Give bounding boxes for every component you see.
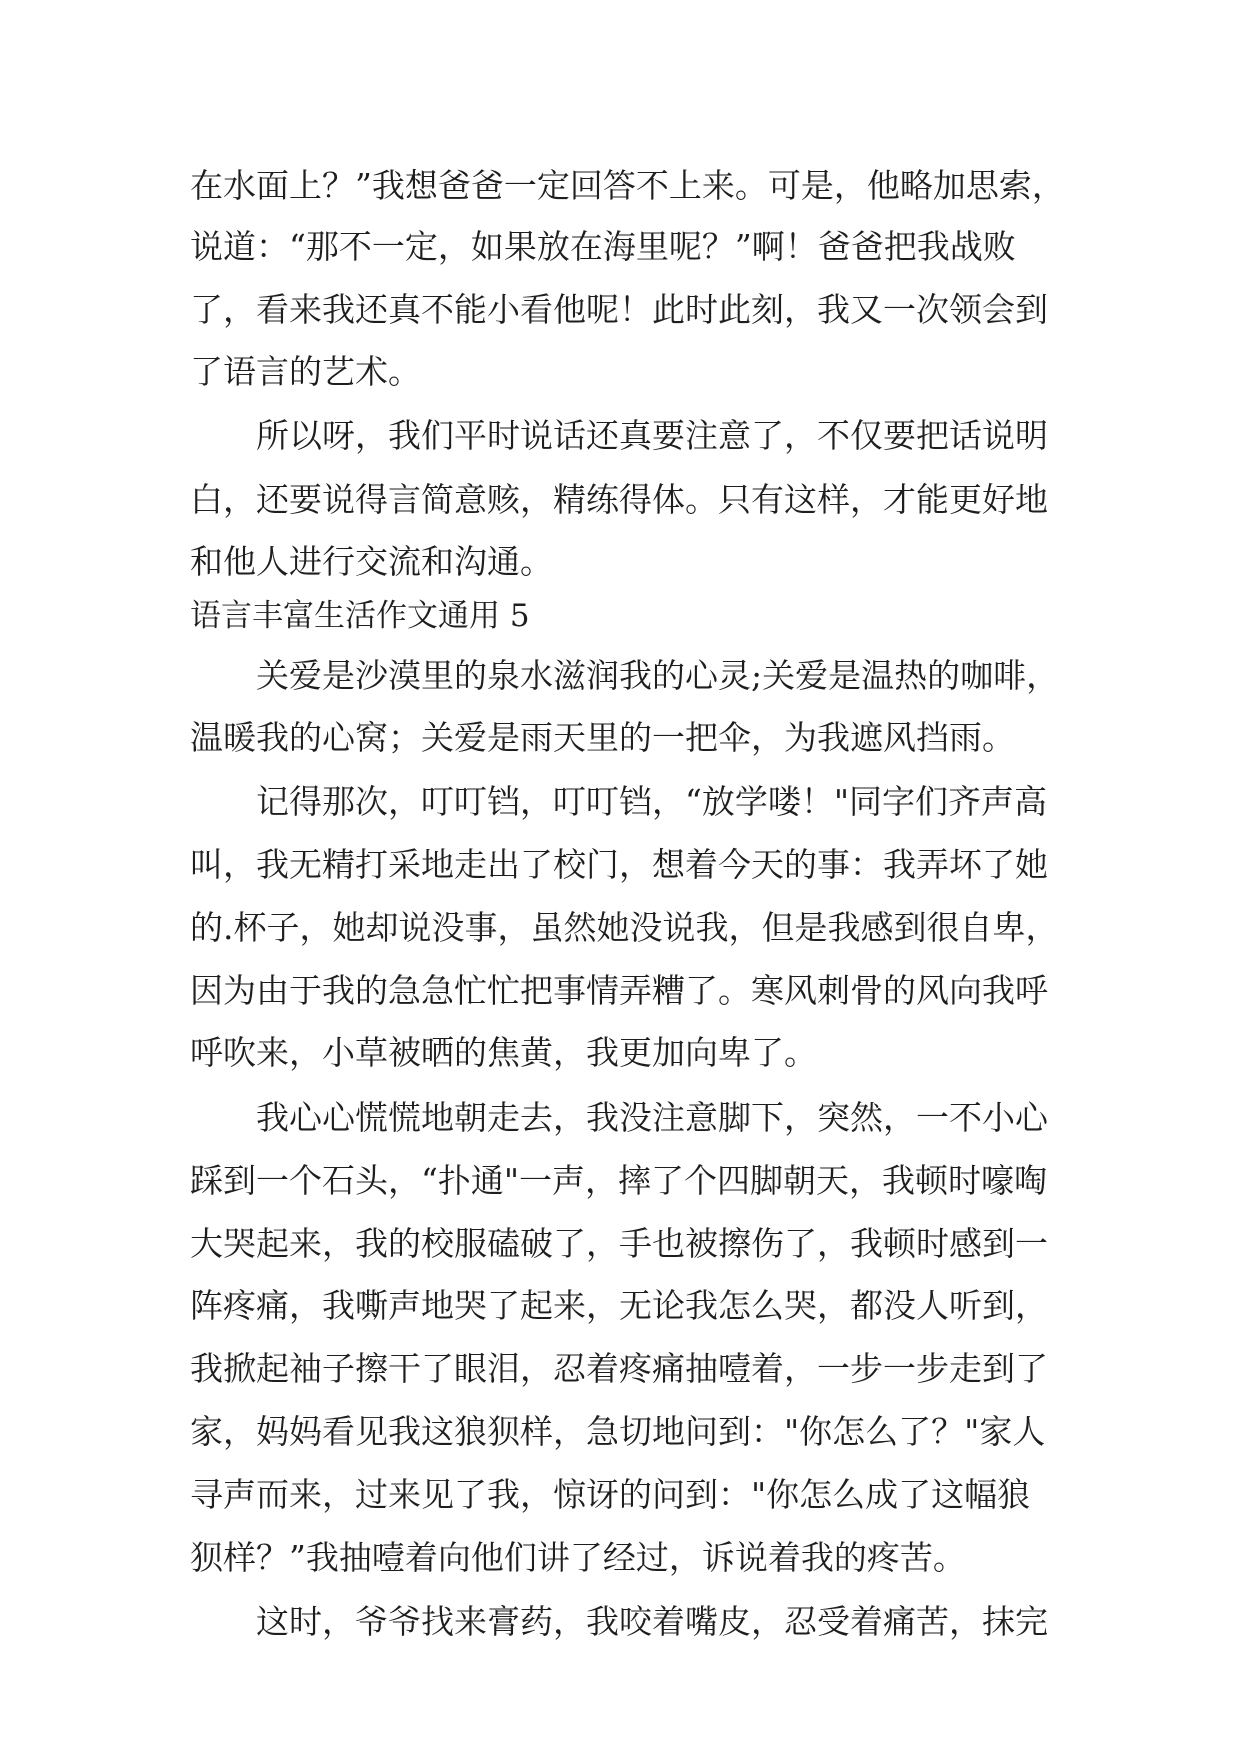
text-line: 和他人进行交流和沟通。 — [190, 542, 553, 581]
paragraph-first-line: 我心心慌慌地朝走去，我没注意脚下，突然，一不小心 — [256, 1098, 1048, 1137]
text-line: 叫，我无精打采地走出了校门，想着今天的事：我弄坏了她 — [190, 845, 1048, 884]
text-line: 我掀起袖子擦干了眼泪，忍着疼痛抽噎着，一步一步走到了 — [190, 1349, 1048, 1388]
section-heading: 语言丰富生活作文通用 5 — [190, 598, 530, 634]
text-line: 家，妈妈看见我这狼狈样，急切地问到："你怎么了？"家人 — [190, 1412, 1046, 1451]
text-line: 阵疼痛，我嘶声地哭了起来，无论我怎么哭，都没人听到， — [190, 1286, 1048, 1325]
text-line: 白，还要说得言简意赅，精练得体。只有这样，才能更好地 — [190, 480, 1048, 519]
text-line: 温暖我的心窝；关爱是雨天里的一把伞，为我遮风挡雨。 — [190, 718, 1015, 757]
text-line: 大哭起来，我的校服磕破了，手也被擦伤了，我顿时感到一 — [190, 1224, 1048, 1263]
paragraph-first-line: 所以呀，我们平时说话还真要注意了，不仅要把话说明 — [256, 416, 1048, 455]
text-line: 因为由于我的急急忙忙把事情弄糟了。寒风刺骨的风向我呼 — [190, 971, 1048, 1010]
paragraph-first-line: 关爱是沙漠里的泉水滋润我的心灵;关爱是温热的咖啡， — [256, 656, 1060, 695]
text-line: 狈样？”我抽噎着向他们讲了经过，诉说着我的疼苦。 — [190, 1538, 966, 1577]
text-line: 在水面上？”我想爸爸一定回答不上来。可是，他略加思索， — [190, 166, 1065, 205]
paragraph-first-line: 这时，爷爷找来膏药，我咬着嘴皮，忍受着痛苦，抹完 — [256, 1602, 1048, 1641]
text-line: 了语言的艺术。 — [190, 352, 421, 391]
text-line: 寻声而来，过来见了我，惊讶的问到："你怎么成了这幅狼 — [190, 1475, 1031, 1514]
paragraph-first-line: 记得那次，叮叮铛，叮叮铛，“放学喽！"同字们齐声高 — [256, 782, 1048, 821]
text-line: 的.杯子，她却说没事，虽然她没说我，但是我感到很自卑， — [190, 908, 1059, 947]
text-line: 踩到一个石头，“扑通"一声，摔了个四脚朝天，我顿时嚎啕 — [190, 1161, 1048, 1200]
text-line: 了，看来我还真不能小看他呢！此时此刻，我又一次领会到 — [190, 290, 1048, 329]
text-line: 说道：“那不一定，如果放在海里呢？”啊！爸爸把我战败 — [190, 227, 1016, 266]
text-line: 呼吹来，小草被晒的焦黄，我更加向卑了。 — [190, 1033, 817, 1072]
